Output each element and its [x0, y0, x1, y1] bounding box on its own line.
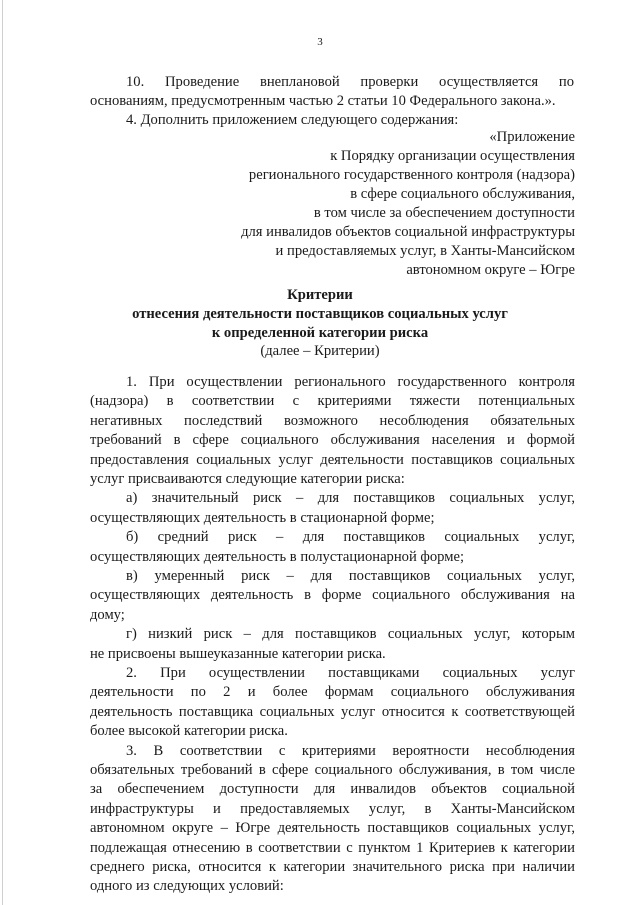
body-line: осуществляющих деятельность в полустационарной форме; [90, 548, 465, 565]
appendix-line: для инвалидов объектов социальной инфраструктуры [241, 224, 575, 240]
body-line: г) низкий риск – для поставщиков социальных услуг, которым [126, 626, 575, 643]
appendix-line: автономном округе – Югре [406, 262, 575, 278]
intro-p10-line-2: основаниям, предусмотренным частью 2 статьи 10 Федерального закона.». [90, 93, 556, 109]
body-line: дому; [90, 606, 125, 623]
appendix-line: «Приложение [489, 129, 575, 145]
criteria-subtitle: (далее – Критерии) [260, 343, 380, 359]
body-line: среднего риска, относится к категории значительного риска при наличии [90, 859, 575, 875]
body-line: одного из следующих условий: [90, 878, 284, 895]
body-line: услуг присваиваются следующие категории риска: [90, 471, 405, 487]
body-line: за обеспечением доступности для инвалидов объектов социальной [90, 781, 575, 798]
intro-p4: 4. Дополнить приложением следующего содержания: [126, 112, 459, 128]
body-line: обязательных требований в сфере социального обслуживания, в том числе [90, 762, 575, 778]
body-line: осуществляющих деятельность в форме социального обслуживания на [90, 587, 575, 604]
body-line: 3. В соответствии с критериями вероятности несоблюдения [126, 742, 575, 759]
body-line: а) значительный риск – для поставщиков социальных услуг, [126, 490, 575, 507]
body-line: в) умеренный риск – для поставщиков социальных услуг, [126, 568, 575, 584]
body-line: более высокой категории риска. [90, 723, 288, 740]
body-line: б) средний риск – для поставщиков социальных услуг, [126, 529, 575, 546]
appendix-line: в том числе за обеспечением доступности [313, 205, 575, 221]
body-line: предоставления социальных услуг деятельности поставщиков социальных [90, 451, 575, 468]
body-line: требований в сфере социального обслуживания населения и формой [90, 432, 575, 449]
criteria-title-line-3: к определенной категории риска [211, 325, 429, 341]
appendix-line: в сфере социального обслуживания, [350, 186, 575, 202]
body-line: инфраструктуры и предоставляемых услуг, в Ханты-Мансийском [90, 800, 575, 817]
body-line: подлежащая отнесению в соответствии с пунктом 1 Критериев к категории [90, 839, 575, 856]
intro-p10-line-1: 10. Проведение внеплановой проверки осуществляется по [126, 74, 574, 90]
body-line: 2. При осуществлении поставщиками социальных услуг [126, 665, 575, 681]
body-line: 1. При осуществлении регионального государственного контроля [126, 374, 575, 390]
body-line: деятельности по 2 и более формам социального обслуживания [90, 684, 575, 701]
body-line: негативных последствий возможного несоблюдения обязательных [90, 412, 575, 429]
body-line: не присвоены вышеуказанные категории риска. [90, 645, 386, 662]
body-line: автономном округе – Югре деятельность поставщиков социальных услуг, [90, 820, 575, 837]
page-number: 3 [317, 36, 323, 48]
appendix-line: к Порядку организации осуществления [330, 148, 575, 164]
body-line: осуществляющих деятельность в стационарной форме; [90, 509, 435, 526]
criteria-title-line-1: Критерии [287, 287, 353, 303]
appendix-line: и предоставляемых услуг, в Ханты-Мансийском [275, 243, 575, 259]
page-edge [2, 0, 3, 905]
appendix-line: регионального государственного контроля (надзора) [248, 167, 575, 183]
body-line: (надзора) в соответствии с критериями тяжести потенциальных [90, 393, 575, 410]
criteria-title-line-2: отнесения деятельности поставщиков социальных услуг [132, 306, 508, 322]
body-line: деятельность поставщика социальных услуг относится к соответствующей [90, 703, 575, 720]
